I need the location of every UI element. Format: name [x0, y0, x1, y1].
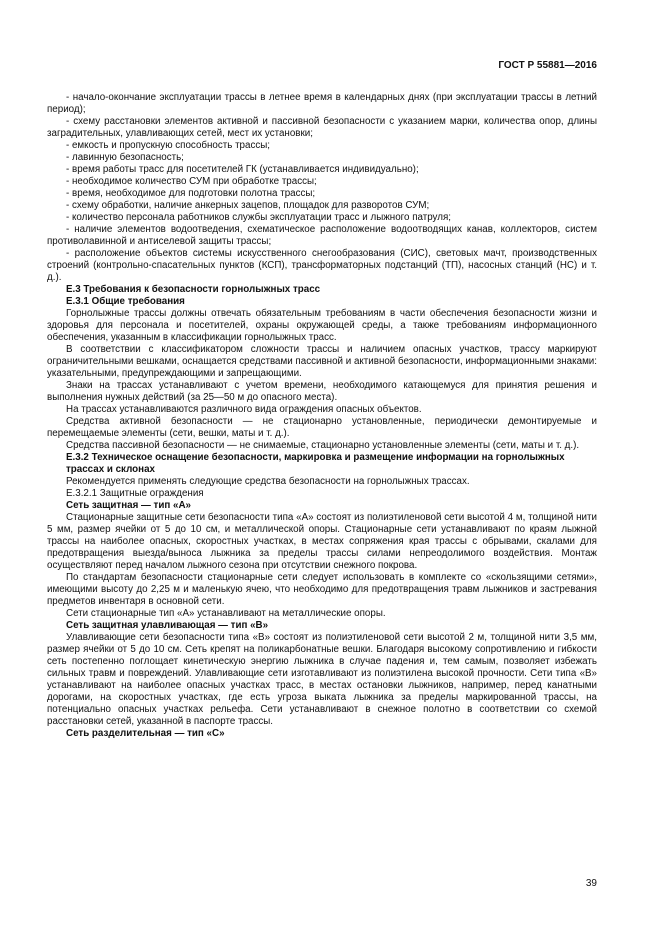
subsection-heading-e321: Е.3.2.1 Защитные ограждения	[66, 488, 204, 499]
document-body	[47, 92, 597, 740]
paragraph: Горнолыжные трассы должны отвечать обязательным требованиям в части обеспечения безопасности жизни и здоровья для персонала и посетителей, охраны окружающей среды, а также требованиям информационного обеспечения, указанным в классификации горнолыжных трасс.	[47, 308, 597, 343]
paragraph: Стационарные защитные сети безопасности типа «А» состоят из полиэтиленовой сети высотой 4 м, толщиной нити 5 мм, размер ячейки от 5 до 10 см, и металлической опоры. Стационарные сети устанавливают по краям лыжной трассы на наиболее опасных, скоростных участках, в местах сопряжения края трассы с обрывами, скалами для предотвращения выезда/выноса лыжника за пределы трассы силами непреодолимого воздействия. Монтаж осуществляют перед началом лыжного сезона при отсутствии снежного покрова.	[47, 512, 597, 571]
section-heading-e3: Е.3 Требования к безопасности горнолыжных трасс	[66, 284, 321, 295]
doc-number: ГОСТ Р 55881—2016	[498, 60, 597, 71]
net-type-b-heading: Сеть защитная улавливающая — тип «В»	[66, 620, 269, 631]
net-type-a-heading: Сеть защитная — тип «А»	[66, 500, 191, 511]
list-item: - необходимое количество СУМ при обработке трассы;	[66, 176, 317, 187]
paragraph: Сети стационарные тип «А» устанавливают на металлические опоры.	[66, 608, 386, 619]
section-heading-e31: Е.3.1 Общие требования	[66, 296, 185, 307]
list-item: - наличие элементов водоотведения, схематическое расположение водоотводящих канав, коллекторов, систем противолавинной и антиселевой защиты трассы;	[47, 224, 597, 247]
list-item: - начало-окончание эксплуатации трассы в летнее время в календарных днях (при эксплуатации трассы в летний период);	[47, 92, 597, 115]
paragraph: Знаки на трассах устанавливают с учетом времени, необходимого катающемуся для принятия решения и выполнения нужных действий (за 25—50 м до опасного места).	[47, 380, 597, 403]
paragraph: Рекомендуется применять следующие средства безопасности на горнолыжных трассах.	[66, 476, 470, 487]
list-item: - лавинную безопасность;	[66, 152, 184, 163]
list-item: - время, необходимое для подготовки полотна трассы;	[66, 188, 316, 199]
paragraph: В соответствии с классификатором сложности трассы и наличием опасных участков, трассу маркируют ограничительными вешками, оснащается средствами пассивной и активной безопасности, информационными знаками: указательными, предупреждающими и запрещающими.	[47, 344, 597, 379]
paragraph: На трассах устанавливаются различного вида ограждения опасных объектов.	[66, 404, 422, 415]
list-item: - время работы трасс для посетителей ГК (устанавливается индивидуально);	[66, 164, 419, 175]
paragraph: Средства пассивной безопасности — не снимаемые, стационарно установленные элементы (сети, маты и т. д.).	[66, 440, 580, 451]
paragraph: Улавливающие сети безопасности типа «В» состоят из полиэтиленовой сети высотой 2 м, толщиной нити 3,5 мм, размер ячейки от 5 до 10 см. Сеть крепят на поликарбонатные вешки. Благодаря высокому сопротивлению и гибкости сеть постепенно поглощает кинетическую энергию лыжника в случае падения и, тем самым, позволяет избежать сильных травм и повреждений. Улавливающие сети изготавливают из полиэтилена высокой прочности. Сети типа «В» устанавливают на наиболее опасных участках трасс, в местах остановки лыжников, например, перед канатными дорогами, на скоростных участках, где есть угроза выката лыжника за пределы маркированной трассы, на потенциально опасных участках рельефа. Сети устанавливают в снежное полотно в соответствии со схемой расстановки сетей, указанной в паспорте трассы.	[47, 632, 597, 727]
paragraph: По стандартам безопасности стационарные сети следует использовать в комплекте со «скользящими сетями», имеющими высоту до 2,25 м и маленькую ячею, что необходимо для предотвращения травм лыжников и застревания предметов инвентаря в основной сети.	[47, 572, 597, 607]
list-item: - расположение объектов системы искусственного снегообразования (СИС), световых мачт, производственных строений (контрольно-спасательных пунктов (КСП), трансформаторных подстанций (ТП), насосных станций (НС) и т. д.).	[47, 248, 597, 283]
section-heading-e32: Е.3.2 Техническое оснащение безопасности, маркировка и размещение информации на горнолыжных трассах и склонах	[66, 452, 565, 475]
list-item: - схему расстановки элементов активной и пассивной безопасности с указанием марки, количества опор, длины заградительных, улавливающих сетей, мест их установки;	[47, 116, 597, 139]
paragraph: Средства активной безопасности — не стационарно установленные, периодически демонтируемые и перемещаемые элементы (сети, вешки, маты и т. д.).	[47, 416, 597, 439]
net-type-c-heading: Сеть разделительная — тип «С»	[66, 728, 225, 739]
list-item: - емкость и пропускную способность трассы;	[66, 140, 271, 151]
list-item: - схему обработки, наличие анкерных зацепов, площадок для разворотов СУМ;	[66, 200, 430, 211]
list-item: - количество персонала работников службы эксплуатации трасс и лыжного патруля;	[66, 212, 451, 223]
page-number: 39	[585, 878, 597, 889]
